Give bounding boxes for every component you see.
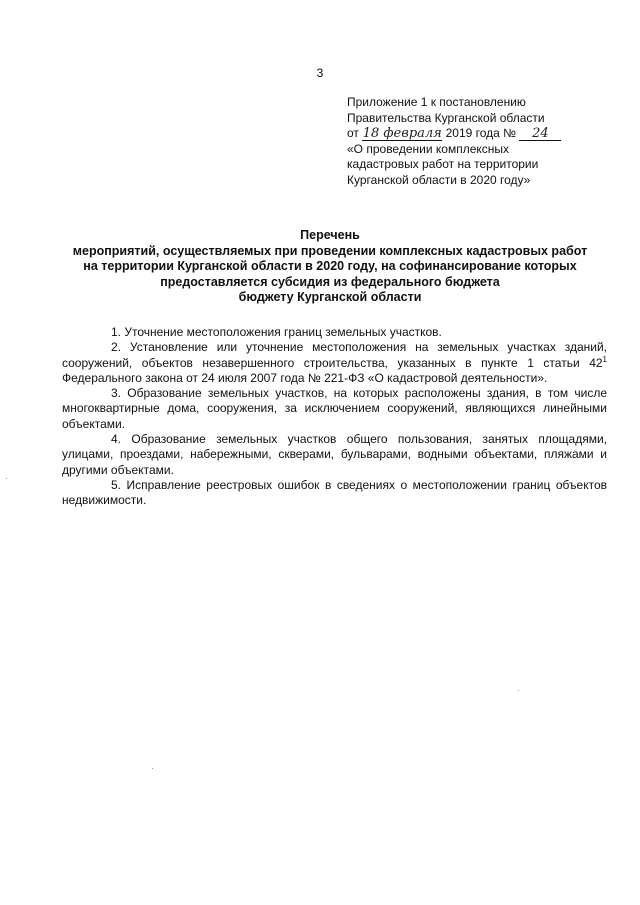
appendix-line-2: Правительства Курганской области (347, 110, 545, 125)
superscript: 1 (602, 354, 607, 364)
year-text: 2019 года № (445, 126, 517, 140)
list-item-2-part-b: Федерального закона от 24 июля 2007 года № 221-ФЗ «О кадастровой деятельности». (62, 370, 548, 385)
title-line-1: Перечень (300, 228, 360, 242)
appendix-line-6: Курганской области в 2020 году» (347, 172, 531, 187)
measures-list (62, 325, 607, 509)
list-item-5: 5. Исправление реестровых ошибок в сведениях о местоположении границ объектов недвижимости. (62, 477, 607, 508)
list-item-1: 1. Уточнение местоположения границ земельных участков. (111, 325, 442, 339)
list-item-2-part-a: 2. Установление или уточнение местоположения на земельных участках зданий, сооружений, объектов незавершенного строительства, указанных в пункте 1 статьи 42 (62, 340, 607, 370)
title-line-2: мероприятий, осуществляемых при проведении комплексных кадастровых работ (72, 243, 588, 258)
appendix-header (347, 95, 617, 188)
list-item-3: 3. Образование земельных участков, на которых расположены здания, в том числе многоквартирные дома, сооружения, за исключением сооружений, являющихся линейными объектами. (62, 386, 607, 431)
appendix-date-line (347, 126, 617, 142)
list-item-2 (62, 340, 607, 386)
handwritten-number: 24 (519, 127, 561, 141)
appendix-line-4: «О проведении комплексных (347, 141, 509, 156)
title-line-4: предоставляется субсидия из федерального бюджета (160, 274, 500, 289)
from-prefix: от (347, 126, 359, 140)
title-line-3: на территории Курганской области в 2020 году, на софинансирование которых (83, 259, 577, 273)
scan-speck (518, 690, 519, 691)
title-line-5: бюджету Курганской области (238, 290, 422, 304)
scan-speck (152, 768, 153, 769)
scan-speck (6, 478, 7, 479)
document-title (60, 228, 600, 306)
appendix-line-5: кадастровых работ на территории (347, 157, 539, 171)
page-number: 3 (316, 66, 324, 80)
appendix-line-1: Приложение 1 к постановлению (347, 95, 526, 109)
list-item-4: 4. Образование земельных участков общего пользования, занятых площадями, улицами, проездами, набережными, скверами, бульварами, водными объектами, пляжами и другими объектами. (62, 432, 607, 477)
handwritten-date: 18 февраля (362, 126, 442, 141)
